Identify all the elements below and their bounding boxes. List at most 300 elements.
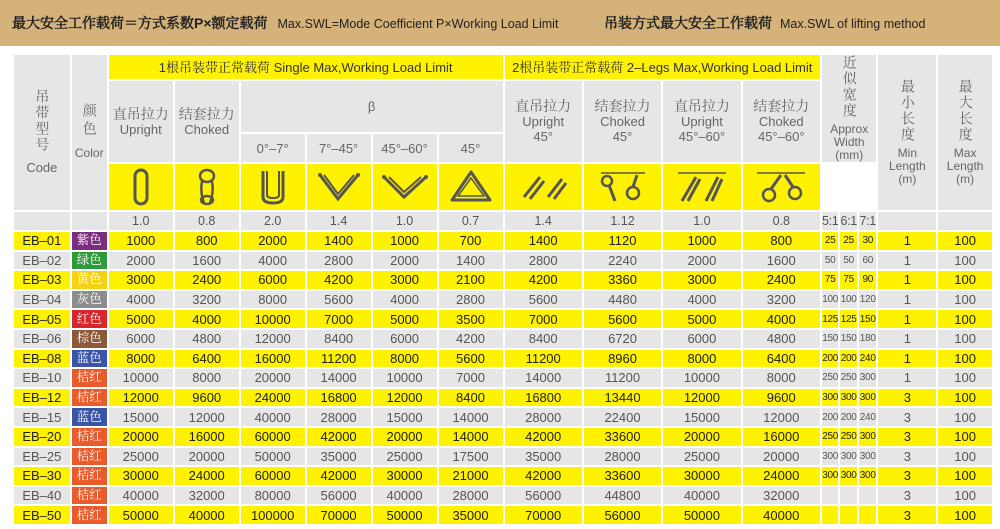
header-d-choked45-en1: Choked <box>600 114 645 129</box>
table-row <box>14 271 992 289</box>
header-angle-7-45: 7°–45° <box>307 134 371 162</box>
load-value-cell: 9600 <box>743 389 820 407</box>
table-row <box>14 448 992 466</box>
header-color-en: Color <box>74 146 104 160</box>
load-value-cell: 3000 <box>109 271 173 289</box>
table-row <box>14 506 992 524</box>
code-cell: EB–20 <box>14 428 70 446</box>
header-d-upright4560-cn: 直吊拉力 <box>673 98 730 114</box>
choked-sling-icon <box>175 164 239 210</box>
table-body <box>14 232 992 524</box>
load-value-cell: 4000 <box>373 291 437 309</box>
load-value-cell: 16800 <box>505 389 582 407</box>
load-value-cell: 1400 <box>439 252 503 270</box>
width-cell: 150 <box>859 310 877 328</box>
load-value-cell: 32000 <box>743 487 820 505</box>
load-value-cell: 1120 <box>584 232 661 250</box>
load-value-cell: 32000 <box>175 487 239 505</box>
coefficient-cell: 1.0 <box>663 212 740 230</box>
min-length-cell: 3 <box>878 408 936 426</box>
width-ratio-cell: 6:1 <box>840 212 857 230</box>
load-value-cell: 12000 <box>241 330 305 348</box>
color-cell: 棕色 <box>72 330 107 348</box>
load-value-cell: 11200 <box>505 350 582 368</box>
load-value-cell: 20000 <box>743 448 820 466</box>
load-value-cell: 8000 <box>663 350 740 368</box>
load-value-cell: 8000 <box>175 369 239 387</box>
header-max-length-en3: (m) <box>956 172 975 186</box>
max-length-cell: 100 <box>938 467 992 485</box>
load-value-cell: 1000 <box>109 232 173 250</box>
max-length-cell: 100 <box>938 330 992 348</box>
color-cell: 灰色 <box>72 291 107 309</box>
load-value-cell: 3000 <box>373 271 437 289</box>
load-value-cell: 40000 <box>109 487 173 505</box>
load-value-cell: 24000 <box>241 389 305 407</box>
min-length-cell: 1 <box>878 369 936 387</box>
min-length-cell: 1 <box>878 350 936 368</box>
load-value-cell: 22400 <box>584 408 661 426</box>
width-cell: 300 <box>859 428 877 446</box>
header-d-choked4560 <box>743 81 820 162</box>
load-value-cell: 700 <box>439 232 503 250</box>
load-value-cell: 14000 <box>439 428 503 446</box>
load-value-cell: 9600 <box>175 389 239 407</box>
formula-title-en: Max.SWL=Mode Coefficient P×Working Load Limit <box>277 17 559 31</box>
table-row <box>14 310 992 328</box>
load-value-cell: 12000 <box>373 389 437 407</box>
load-value-cell: 800 <box>175 232 239 250</box>
max-length-cell: 100 <box>938 252 992 270</box>
min-length-cell: 3 <box>878 448 936 466</box>
header-width <box>822 55 877 162</box>
width-cell: 120 <box>859 291 877 309</box>
width-cell: 100 <box>840 291 857 309</box>
load-value-cell: 11200 <box>307 350 371 368</box>
load-value-cell: 24000 <box>175 467 239 485</box>
load-value-cell: 13440 <box>584 389 661 407</box>
width-cell <box>840 506 857 524</box>
load-value-cell: 30000 <box>663 467 740 485</box>
table-row <box>14 291 992 309</box>
header-d-choked45 <box>584 81 661 162</box>
header-upright-en: Upright <box>119 121 162 137</box>
load-value-cell: 3000 <box>663 271 740 289</box>
max-length-cell: 100 <box>938 232 992 250</box>
load-value-cell: 6000 <box>373 330 437 348</box>
load-value-cell: 2000 <box>373 252 437 270</box>
width-cell: 250 <box>822 428 839 446</box>
coefficient-cell: 0.7 <box>439 212 503 230</box>
header-code <box>14 55 70 210</box>
header-choked-en: Choked <box>184 121 230 137</box>
load-value-cell: 8000 <box>373 350 437 368</box>
max-length-cell: 100 <box>938 448 992 466</box>
table-row <box>14 350 992 368</box>
load-value-cell: 56000 <box>584 506 661 524</box>
width-ratio-cell: 5:1 <box>822 212 839 230</box>
load-value-cell: 3500 <box>439 310 503 328</box>
color-cell: 紫色 <box>72 232 107 250</box>
load-value-cell: 2400 <box>743 271 820 289</box>
header-max-length-en2: Length <box>946 159 984 173</box>
load-value-cell: 35000 <box>439 506 503 524</box>
width-cell: 300 <box>822 389 839 407</box>
header-d-choked4560-cn: 结套拉力 <box>753 98 810 114</box>
header-code-cn: 吊带型号 <box>34 89 51 153</box>
code-cell: EB–10 <box>14 369 70 387</box>
load-value-cell: 42000 <box>307 467 371 485</box>
min-length-cell: 1 <box>878 252 936 270</box>
load-value-cell: 3360 <box>584 271 661 289</box>
load-value-cell: 33600 <box>584 428 661 446</box>
load-value-cell: 4800 <box>743 330 820 348</box>
load-value-cell: 1400 <box>307 232 371 250</box>
table-row <box>14 369 992 387</box>
load-value-cell: 8400 <box>307 330 371 348</box>
load-value-cell: 25000 <box>109 448 173 466</box>
load-value-cell: 20000 <box>373 428 437 446</box>
color-cell: 桔红 <box>72 467 107 485</box>
load-value-cell: 800 <box>743 232 820 250</box>
load-value-cell: 7000 <box>439 369 503 387</box>
width-cell: 125 <box>840 310 857 328</box>
load-value-cell: 40000 <box>663 487 740 505</box>
width-cell: 30 <box>859 232 877 250</box>
color-cell: 桔红 <box>72 448 107 466</box>
load-value-cell: 16000 <box>175 428 239 446</box>
load-value-cell: 8000 <box>109 350 173 368</box>
width-cell: 300 <box>822 467 839 485</box>
width-cell: 200 <box>840 408 857 426</box>
coefficient-cell: 1.4 <box>307 212 371 230</box>
method-title-en: Max.SWL of lifting method <box>780 17 926 31</box>
header-max-length <box>938 55 992 210</box>
load-value-cell: 4480 <box>584 291 661 309</box>
table-row <box>14 252 992 270</box>
load-value-cell: 40000 <box>743 506 820 524</box>
basket-45-icon <box>439 164 503 210</box>
width-cell: 25 <box>840 232 857 250</box>
load-value-cell: 10000 <box>373 369 437 387</box>
width-cell: 250 <box>822 369 839 387</box>
load-value-cell: 6000 <box>109 330 173 348</box>
code-cell: EB–08 <box>14 350 70 368</box>
load-value-cell: 6400 <box>175 350 239 368</box>
load-value-cell: 2800 <box>307 252 371 270</box>
header-angle-0-7: 0°–7° <box>241 134 305 162</box>
width-cell: 300 <box>859 389 877 407</box>
load-value-cell: 8000 <box>241 291 305 309</box>
load-value-cell: 56000 <box>307 487 371 505</box>
width-cell: 75 <box>840 271 857 289</box>
upright-sling-icon <box>109 164 173 210</box>
load-value-cell: 15000 <box>109 408 173 426</box>
load-value-cell: 5600 <box>307 291 371 309</box>
table-row <box>14 467 992 485</box>
color-cell: 蓝色 <box>72 350 107 368</box>
coefficient-cell: 1.0 <box>373 212 437 230</box>
load-value-cell: 60000 <box>241 428 305 446</box>
header-angle-45: 45° <box>439 134 503 162</box>
width-cell <box>840 487 857 505</box>
header-max-length-cn: 最大长度 <box>957 79 974 143</box>
load-value-cell: 2000 <box>663 252 740 270</box>
load-value-cell: 10000 <box>663 369 740 387</box>
load-value-cell: 5600 <box>505 291 582 309</box>
load-value-cell: 17500 <box>439 448 503 466</box>
formula-title-cn: 最大安全工作载荷＝方式系数P×额定载荷 <box>12 15 268 31</box>
load-value-cell: 44800 <box>584 487 661 505</box>
max-length-cell: 100 <box>938 369 992 387</box>
load-value-cell: 30000 <box>373 467 437 485</box>
load-value-cell: 12000 <box>663 389 740 407</box>
load-value-cell: 2100 <box>439 271 503 289</box>
min-length-cell: 1 <box>878 330 936 348</box>
load-value-cell: 50000 <box>373 506 437 524</box>
color-cell: 黄色 <box>72 271 107 289</box>
header-d-upright4560-en1: Upright <box>680 114 723 129</box>
header-color-cn: 颜色 <box>81 103 98 139</box>
header-min-length-en2: Length <box>889 159 926 173</box>
width-cell: 300 <box>840 389 857 407</box>
load-value-cell: 8000 <box>743 369 820 387</box>
load-value-cell: 60000 <box>241 467 305 485</box>
load-value-cell: 28000 <box>584 448 661 466</box>
header-d-upright45 <box>505 81 582 162</box>
header-choked-cn: 结套拉力 <box>178 105 235 122</box>
load-value-cell: 70000 <box>307 506 371 524</box>
code-cell: EB–06 <box>14 330 70 348</box>
load-value-cell: 80000 <box>241 487 305 505</box>
load-value-cell: 6000 <box>663 330 740 348</box>
load-value-cell: 40000 <box>175 506 239 524</box>
load-value-cell: 24000 <box>743 467 820 485</box>
coefficient-cell: 1.12 <box>584 212 661 230</box>
load-value-cell: 2000 <box>241 232 305 250</box>
load-value-cell: 21000 <box>439 467 503 485</box>
coefficient-cell: 1.0 <box>109 212 173 230</box>
load-value-cell: 25000 <box>663 448 740 466</box>
width-cell: 125 <box>822 310 839 328</box>
load-value-cell: 11200 <box>584 369 661 387</box>
load-value-cell: 30000 <box>109 467 173 485</box>
width-cell: 180 <box>859 330 877 348</box>
load-value-cell: 35000 <box>307 448 371 466</box>
basket-7-45-icon <box>307 164 371 210</box>
width-cell <box>859 487 877 505</box>
width-cell: 100 <box>822 291 839 309</box>
formula-title <box>12 13 558 33</box>
load-value-cell: 50000 <box>663 506 740 524</box>
max-length-cell: 100 <box>938 487 992 505</box>
coefficient-cell: 1.4 <box>505 212 582 230</box>
load-value-cell: 4200 <box>505 271 582 289</box>
header-width-en2: Width <box>833 135 865 149</box>
width-cell: 300 <box>859 467 877 485</box>
header-min-length <box>878 55 936 210</box>
min-length-cell: 1 <box>878 310 936 328</box>
load-value-cell: 42000 <box>307 428 371 446</box>
load-value-cell: 28000 <box>505 408 582 426</box>
min-length-cell: 1 <box>878 232 936 250</box>
load-value-cell: 2240 <box>584 252 661 270</box>
code-cell: EB–25 <box>14 448 70 466</box>
color-cell: 桔红 <box>72 389 107 407</box>
min-length-cell: 3 <box>878 428 936 446</box>
load-value-cell: 1400 <box>505 232 582 250</box>
width-cell <box>859 506 877 524</box>
basket-45-60-icon <box>373 164 437 210</box>
header-spacer-max <box>938 212 992 230</box>
width-cell: 300 <box>859 369 877 387</box>
load-value-cell: 40000 <box>241 408 305 426</box>
load-value-cell: 2800 <box>505 252 582 270</box>
coefficient-cell: 2.0 <box>241 212 305 230</box>
load-value-cell: 1000 <box>663 232 740 250</box>
load-value-cell: 8400 <box>505 330 582 348</box>
color-cell: 桔红 <box>72 487 107 505</box>
load-value-cell: 6000 <box>241 271 305 289</box>
header-d-choked4560-en2: 45°–60° <box>757 129 805 144</box>
load-value-cell: 1600 <box>743 252 820 270</box>
header-angle-45-60: 45°–60° <box>373 134 437 162</box>
header-min-length-en3: (m) <box>898 172 917 186</box>
width-cell <box>822 506 839 524</box>
color-cell: 桔红 <box>72 428 107 446</box>
min-length-cell: 3 <box>878 506 936 524</box>
width-cell: 250 <box>840 369 857 387</box>
load-value-cell: 8400 <box>439 389 503 407</box>
load-value-cell: 12000 <box>175 408 239 426</box>
load-value-cell: 10000 <box>241 310 305 328</box>
load-value-cell: 20000 <box>663 428 740 446</box>
load-value-cell: 14000 <box>505 369 582 387</box>
table-row <box>14 428 992 446</box>
load-value-cell: 40000 <box>373 487 437 505</box>
load-value-cell: 14000 <box>439 408 503 426</box>
load-value-cell: 14000 <box>307 369 371 387</box>
load-value-cell: 1600 <box>175 252 239 270</box>
header-beta: β <box>241 81 503 132</box>
load-value-cell: 4200 <box>307 271 371 289</box>
code-cell: EB–30 <box>14 467 70 485</box>
two-leg-choked-45-icon <box>584 164 661 210</box>
max-length-cell: 100 <box>938 506 992 524</box>
header-upright-cn: 直吊拉力 <box>112 105 169 122</box>
width-cell: 300 <box>859 448 877 466</box>
table-row <box>14 389 992 407</box>
width-cell: 150 <box>840 330 857 348</box>
min-length-cell: 1 <box>878 271 936 289</box>
width-ratio-cell: 7:1 <box>859 212 877 230</box>
method-title <box>604 13 925 33</box>
load-value-cell: 6720 <box>584 330 661 348</box>
code-cell: EB–01 <box>14 232 70 250</box>
header-upright <box>109 81 173 162</box>
load-value-cell: 25000 <box>373 448 437 466</box>
load-value-cell: 15000 <box>663 408 740 426</box>
load-value-cell: 5600 <box>439 350 503 368</box>
table-row <box>14 408 992 426</box>
header-d-choked4560-en1: Choked <box>758 114 804 129</box>
width-cell: 200 <box>822 408 839 426</box>
load-value-cell: 4000 <box>743 310 820 328</box>
width-cell: 300 <box>840 467 857 485</box>
width-cell: 240 <box>859 350 877 368</box>
header-d-upright45-en1: Upright <box>522 114 565 129</box>
load-value-cell: 56000 <box>505 487 582 505</box>
code-cell: EB–03 <box>14 271 70 289</box>
load-value-cell: 16800 <box>307 389 371 407</box>
two-leg-upright-icon <box>505 164 582 210</box>
max-length-cell: 100 <box>938 428 992 446</box>
header-color <box>72 55 107 210</box>
load-value-cell: 42000 <box>505 428 582 446</box>
width-cell: 50 <box>822 252 839 270</box>
width-cell: 250 <box>840 428 857 446</box>
load-value-cell: 8960 <box>584 350 661 368</box>
load-value-cell: 20000 <box>175 448 239 466</box>
header-d-choked45-cn: 结套拉力 <box>594 98 651 114</box>
header-spacer-code <box>14 212 70 230</box>
color-cell: 蓝色 <box>72 408 107 426</box>
load-value-cell: 4200 <box>439 330 503 348</box>
load-value-cell: 5000 <box>109 310 173 328</box>
load-value-cell: 50000 <box>109 506 173 524</box>
load-value-cell: 4000 <box>241 252 305 270</box>
header-width-cn: 近似宽度 <box>841 55 858 119</box>
width-cell: 200 <box>840 350 857 368</box>
max-length-cell: 100 <box>938 271 992 289</box>
max-length-cell: 100 <box>938 310 992 328</box>
load-value-cell: 10000 <box>109 369 173 387</box>
two-leg-choked-45-60-icon <box>743 164 820 210</box>
load-value-cell: 35000 <box>505 448 582 466</box>
load-value-cell: 20000 <box>109 428 173 446</box>
load-value-cell: 28000 <box>439 487 503 505</box>
load-value-cell: 16000 <box>241 350 305 368</box>
load-value-cell: 12000 <box>109 389 173 407</box>
header-d-upright45-cn: 直吊拉力 <box>515 98 572 114</box>
load-value-cell: 50000 <box>241 448 305 466</box>
load-table-wrapper <box>12 53 992 523</box>
min-length-cell: 1 <box>878 291 936 309</box>
width-cell: 300 <box>840 448 857 466</box>
load-value-cell: 4000 <box>175 310 239 328</box>
width-cell: 25 <box>822 232 839 250</box>
load-value-cell: 28000 <box>307 408 371 426</box>
load-value-cell: 3200 <box>743 291 820 309</box>
header-max-length-en1: Max <box>953 146 977 160</box>
color-cell: 桔红 <box>72 369 107 387</box>
load-value-cell: 33600 <box>584 467 661 485</box>
load-value-cell: 70000 <box>505 506 582 524</box>
min-length-cell: 3 <box>878 467 936 485</box>
load-value-cell: 5000 <box>663 310 740 328</box>
header-d-upright45-en2: 45° <box>533 129 554 144</box>
header-width-en1: Approx <box>830 122 869 136</box>
header-code-en: Code <box>26 160 58 175</box>
load-value-cell: 20000 <box>241 369 305 387</box>
width-cell: 200 <box>822 350 839 368</box>
single-group-header: 1根吊装带正常载荷 Single Max,Working Load Limit <box>109 55 503 79</box>
header-spacer-color <box>72 212 107 230</box>
code-cell: EB–12 <box>14 389 70 407</box>
header-choked <box>175 81 239 162</box>
double-group-header: 2根吊装带正常载荷 2–Legs Max,Working Load Limit <box>505 55 820 79</box>
header-d-choked45-en2: 45° <box>612 129 633 144</box>
